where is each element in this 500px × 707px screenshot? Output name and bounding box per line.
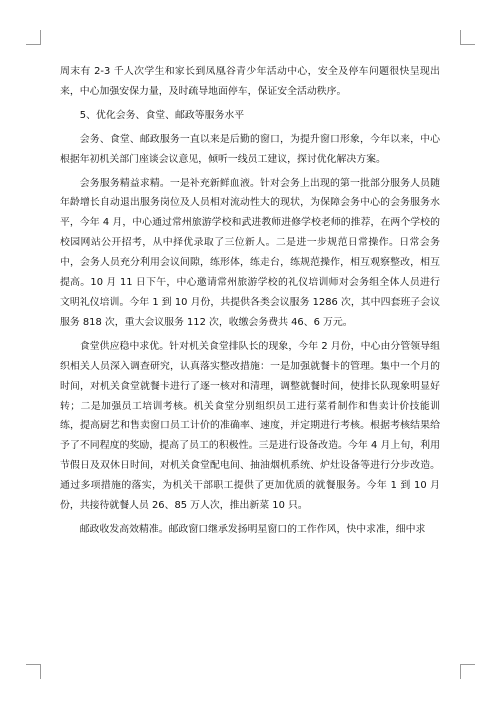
crop-mark-top-left bbox=[26, 30, 41, 45]
paragraph-4: 会务服务精益求精。一是补充新鲜血液。针对会务上出现的第一批部分服务人员随年龄增长自动退出服务岗位及人员相对流动性大的现状，为保障会务中心的会务服务水平，今年 4 月，中心通过常州旅游学校和武进教师进修学校老师的推荐，在两个学校的校园网站公开招考，从中择优录取了三位新人。二是进一步规范日常操作。日常会务中，会务人员充分利用会议间隙，练形体，练走台，练规范操作，相互观察整改，相互提高。10 月 11 日下午，中心邀请常州旅游学校的礼仪培训师对会务组全体人员进行文明礼仪培训。今年 1 到 10 月份，共提供各类会议服务 1286 次，其中四套班子会议服务 818 次，重大会议服务 112 次，收缴会务费共 46、6 万元。 bbox=[60, 177, 440, 328]
section-heading: 5、优化会务、食堂、邮政等服务水平 bbox=[79, 109, 245, 121]
paragraph-5: 食堂供应稳中求优。针对机关食堂排队长的现象，今年 2 月份，中心由分管领导组织相关人员深入调查研究，认真落实整改措施：一是加强就餐卡的管理。集中一个月的时间，对机关食堂就餐卡进行了逐一核对和清理，调整就餐时间，使排长队现象明显好转；二是加强员工培训考核。机关食堂分别组织员工进行菜肴制作和售卖计价技能训练，提高厨艺和售卖窗口员工计价的准确率、速度，并定期进行考核。根据考核结果给予了不同程度的奖励，提高了员工的积极性。三是进行设备改造。今年 4 月上旬，利用节假日及双休日时间，对机关食堂配电间、抽油烟机系统、炉灶设备等进行分步改造。通过多项措施的落实，为机关干部职工提供了更加优质的就餐服务。今年 1 到 10 月份，共接待就餐人员 26、85 万人次，推出新菜 10 只。 bbox=[60, 340, 440, 512]
paragraph-3: 会务、食堂、邮政服务一直以来是后勤的窗口，为提升窗口形象，今年以来，中心根据年初机关部门座谈会议意见，倾听一线员工建议，探讨优化解决方案。 bbox=[60, 133, 440, 165]
paragraph-1: 周末有 2-3 千人次学生和家长到凤凰谷青少年活动中心，安全及停车问题很快呈现出来，中心加强安保力量，及时疏导地面停车，保证安全活动秩序。 bbox=[60, 66, 440, 97]
crop-mark-bottom-left bbox=[26, 664, 41, 679]
crop-mark-bottom-right bbox=[460, 664, 475, 679]
document-body bbox=[60, 62, 440, 540]
crop-mark-top-right bbox=[460, 30, 475, 45]
paragraph-6: 邮政收发高效精准。邮政窗口继承发扬明星窗口的工作作风，快中求准，细中求 bbox=[79, 523, 426, 535]
